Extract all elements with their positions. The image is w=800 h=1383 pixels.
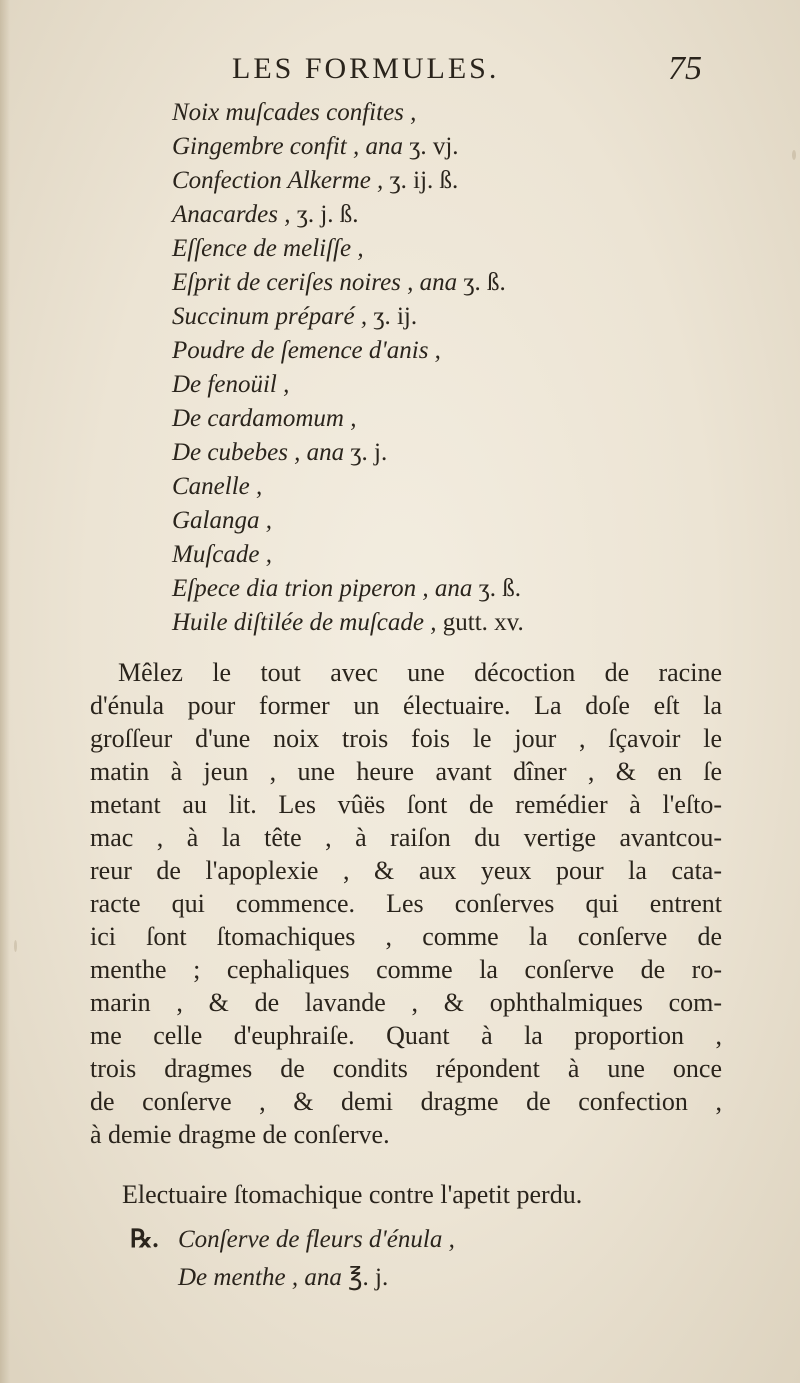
ingredient-name: Canelle ,	[172, 473, 263, 500]
ingredient-quantity: ʒ. ß.	[463, 269, 506, 296]
paragraph-line: racte qui commence. Les conſerves qui entrent	[90, 889, 722, 918]
page-number: 75	[668, 50, 702, 87]
ingredient-name: De fenoüil ,	[172, 371, 290, 398]
ingredient-line	[172, 572, 524, 606]
ingredient-name: Eſſence de meliſſe ,	[172, 235, 364, 262]
ingredient-line	[172, 130, 524, 164]
ingredient-line	[172, 504, 524, 538]
ingredient-line	[172, 232, 524, 266]
ingredient-line	[172, 300, 524, 334]
ingredient-line	[172, 334, 524, 368]
ingredient-list	[172, 96, 524, 640]
ingredient-line	[172, 368, 524, 402]
ingredient-quantity: ʒ. ß.	[478, 575, 522, 602]
ingredient-name: De cubebes , ana	[172, 439, 345, 466]
ingredient-line	[172, 470, 524, 504]
ingredient-name: Muſcade ,	[172, 541, 272, 568]
paragraph-line: d'énula pour former un électuaire. La doſe eſt la	[90, 691, 722, 720]
ingredient-name: Succinum préparé ,	[172, 303, 368, 330]
ingredient-name: Poudre de ſemence d'anis ,	[172, 337, 441, 364]
ingredient-quantity: ʒ. vj.	[409, 133, 459, 160]
ingredient-line	[172, 402, 524, 436]
paragraph-line: marin , & de lavande , & ophthalmiques com-	[90, 988, 722, 1017]
paper-blemish	[14, 940, 17, 952]
paragraph-line: matin à jeun , une heure avant dîner , & en ſe	[90, 757, 722, 786]
ingredient-name: Eſpece dia trion piperon , ana	[172, 575, 473, 602]
ingredient-name: Huile diſtilée de muſcade ,	[172, 609, 437, 636]
paragraph-line: à demie dragme de conſerve.	[90, 1120, 390, 1149]
second-recipe-line	[130, 1224, 455, 1254]
ingredient-name: De cardamomum ,	[172, 405, 357, 432]
second-recipe-heading: Electuaire ſtomachique contre l'apetit perdu.	[122, 1180, 583, 1209]
second-recipe-line	[178, 1262, 388, 1292]
ingredient-quantity: ʒ. j.	[350, 439, 388, 466]
paragraph-line: trois dragmes de condits répondent à une once	[90, 1054, 722, 1083]
ingredient-quantity: ʒ. ij. ß.	[389, 167, 459, 194]
ingredient-name: Eſprit de ceriſes noires , ana	[172, 269, 458, 296]
paragraph-line: metant au lit. Les vûës ſont de remédier à l'eſto-	[90, 790, 722, 819]
ingredient-quantity: ʒ. j. ß.	[296, 201, 359, 228]
ingredient-line	[172, 436, 524, 470]
ingredient-quantity: gutt. xv.	[442, 609, 524, 636]
ingredient-line	[172, 606, 524, 640]
running-head: LES FORMULES.	[232, 52, 500, 85]
ingredient-quantity: ʒ. ij.	[373, 303, 418, 330]
ingredient-name: Anacardes ,	[172, 201, 291, 228]
paragraph-line: ici ſont ſtomachiques , comme la conſerve de	[90, 922, 722, 951]
ingredient-line	[172, 164, 524, 198]
ingredient-line	[172, 538, 524, 572]
ingredient-name: Noix muſcades confites ,	[172, 99, 417, 126]
ingredient-name: Conſerve de fleurs d'énula ,	[178, 1226, 455, 1253]
paragraph-line: mac , à la tête , à raiſon du vertige avantcou-	[90, 823, 722, 852]
paragraph-line: de conſerve , & demi dragme de confection ,	[90, 1087, 722, 1116]
paragraph-line: Mêlez le tout avec une décoction de racine	[118, 658, 722, 687]
ingredient-line	[172, 96, 524, 130]
ingredient-line	[172, 198, 524, 232]
page-gutter-shadow	[0, 0, 10, 1383]
paper-blemish	[792, 150, 796, 160]
paragraph-line: reur de l'apoplexie , & aux yeux pour la cata-	[90, 856, 722, 885]
ingredient-quantity: ℥. j.	[348, 1264, 389, 1291]
ingredient-name: Gingembre confit , ana	[172, 133, 403, 160]
paragraph-line: menthe ; cephaliques comme la conſerve de ro-	[90, 955, 722, 984]
ingredient-name: Confection Alkerme ,	[172, 167, 384, 194]
instructions-paragraph	[90, 656, 722, 1151]
recipe-symbol: ℞.	[130, 1226, 159, 1253]
paragraph-line: me celle d'euphraiſe. Quant à la proportion ,	[90, 1021, 722, 1050]
ingredient-name: De menthe , ana	[178, 1264, 342, 1291]
paragraph-line: groſſeur d'une noix trois fois le jour , ſçavoir le	[90, 724, 722, 753]
ingredient-name: Galanga ,	[172, 507, 272, 534]
ingredient-line	[172, 266, 524, 300]
